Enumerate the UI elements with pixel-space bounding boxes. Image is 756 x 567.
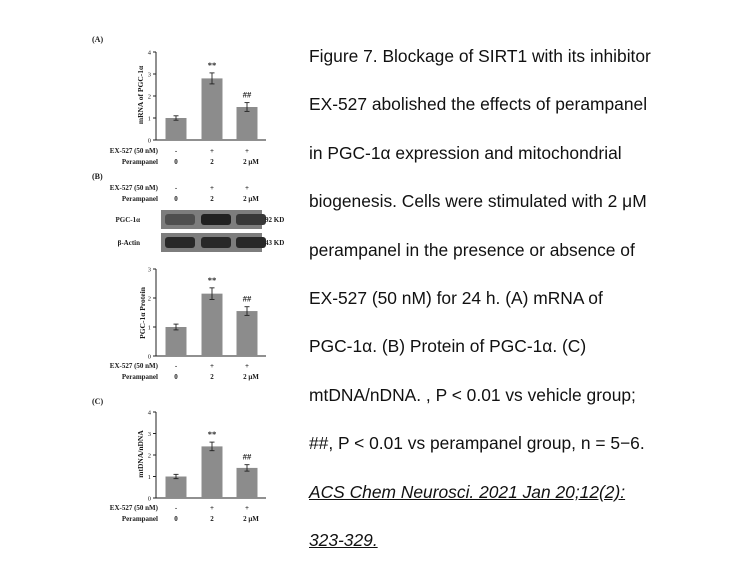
y-tick-label: 0 xyxy=(147,495,151,503)
treatment-row-value: + xyxy=(210,362,214,370)
treatment-row-value: 0 xyxy=(174,373,178,381)
treatment-row-value: 2 xyxy=(210,195,214,203)
bar xyxy=(202,78,223,140)
treatment-row-label: Perampanel xyxy=(121,195,158,203)
treatment-row-value: - xyxy=(174,184,178,192)
treatment-row-value: - xyxy=(174,362,178,370)
blot-band-label: PGC-1α xyxy=(115,216,140,224)
blot-band xyxy=(236,214,266,225)
blot-band xyxy=(165,214,195,225)
caption-line: PGC-1α. (B) Protein of PGC-1α. (C) xyxy=(309,336,587,357)
y-tick-label: 4 xyxy=(147,49,151,57)
citation-link[interactable]: 323-329. xyxy=(309,530,378,551)
treatment-row-value: + xyxy=(245,362,249,370)
blot-band xyxy=(165,237,195,248)
significance-label: ** xyxy=(207,274,217,285)
treatment-row-value: 2 xyxy=(210,158,214,166)
caption-line: mtDNA/nDNA. , P < 0.01 vs vehicle group; xyxy=(309,384,636,405)
citation-link[interactable]: ACS Chem Neurosci. 2021 Jan 20;12(2): xyxy=(309,481,626,502)
significance-label: ## xyxy=(242,293,252,304)
bar xyxy=(237,468,258,498)
significance-label: ** xyxy=(207,429,217,440)
blot-band xyxy=(236,237,266,248)
blot-band-label: β-Actin xyxy=(117,239,140,247)
caption-line: ##, P < 0.01 vs perampanel group, n = 5−6. xyxy=(309,433,645,454)
y-tick-label: 3 xyxy=(147,71,151,79)
figure-caption xyxy=(309,32,749,564)
y-tick-label: 4 xyxy=(147,409,151,417)
treatment-row-label: Perampanel xyxy=(121,373,158,381)
treatment-row-value: 2 xyxy=(210,515,214,523)
treatment-row-label: EX-527 (50 nM) xyxy=(109,147,158,155)
blot-band xyxy=(201,214,231,225)
panel-a-label: (A) xyxy=(92,35,104,44)
treatment-row-value: + xyxy=(210,184,214,192)
bar xyxy=(166,327,187,356)
significance-label: ## xyxy=(242,89,252,100)
treatment-row-value: 0 xyxy=(174,195,178,203)
bar xyxy=(202,446,223,498)
caption-line: biogenesis. Cells were stimulated with 2 μM xyxy=(309,191,647,212)
treatment-row-value: 2 μM xyxy=(243,373,259,381)
figure-panels xyxy=(0,0,300,567)
treatment-row-label: Perampanel xyxy=(121,515,158,523)
treatment-row-value: 0 xyxy=(174,515,178,523)
panel-a-ylabel: mRNA of PGC-1α xyxy=(136,65,145,125)
y-tick-label: 0 xyxy=(147,137,151,145)
y-tick-label: 3 xyxy=(147,431,151,438)
caption-line: perampanel in the presence or absence of xyxy=(309,239,635,260)
treatment-row-value: 2 xyxy=(210,373,214,381)
panel-b-blot xyxy=(92,172,284,252)
treatment-row-value: - xyxy=(174,147,178,155)
treatment-row-value: + xyxy=(210,147,214,155)
panel-c xyxy=(92,397,266,523)
y-tick-label: 2 xyxy=(147,295,151,303)
treatment-row-value: 0 xyxy=(174,158,178,166)
y-tick-label: 3 xyxy=(147,266,151,274)
bar xyxy=(237,107,258,140)
treatment-row-value: + xyxy=(245,184,249,192)
y-tick-label: 2 xyxy=(147,93,151,101)
treatment-row-value: 2 μM xyxy=(243,195,259,203)
bar xyxy=(202,294,223,356)
y-tick-label: 1 xyxy=(147,324,151,332)
treatment-row-label: Perampanel xyxy=(121,158,158,166)
blot-band xyxy=(201,237,231,248)
panel-b-ylabel: PGC-1α Protein xyxy=(138,287,147,339)
caption-line: Figure 7. Blockage of SIRT1 with its inhibitor xyxy=(309,46,651,66)
panel-c-label: (C) xyxy=(92,397,104,406)
panel-b-label: (B) xyxy=(92,172,103,181)
treatment-row-value: 2 μM xyxy=(243,158,259,166)
caption-line: EX-527 abolished the effects of perampanel xyxy=(309,94,648,115)
panel-c-ylabel: mtDNA/nDNA xyxy=(136,430,145,478)
significance-label: ## xyxy=(242,451,252,462)
bar xyxy=(166,118,187,140)
treatment-row-label: EX-527 (50 nM) xyxy=(109,362,158,370)
treatment-row-value: + xyxy=(210,504,214,512)
treatment-row-value: 2 μM xyxy=(243,515,259,523)
panel-a xyxy=(92,35,266,166)
blot-size-label: 43 KD xyxy=(265,239,285,247)
treatment-row-value: + xyxy=(245,147,249,155)
y-tick-label: 1 xyxy=(147,115,151,123)
y-tick-label: 1 xyxy=(147,474,151,481)
treatment-row-value: + xyxy=(245,504,249,512)
treatment-row-value: - xyxy=(174,504,178,512)
caption-line: in PGC-1α expression and mitochondrial xyxy=(309,142,622,163)
treatment-row-label: EX-527 (50 nM) xyxy=(109,504,158,512)
panel-b-chart xyxy=(110,267,266,382)
caption-line: EX-527 (50 nM) for 24 h. (A) mRNA of xyxy=(309,288,603,309)
blot-size-label: 92 KD xyxy=(265,216,285,224)
bar xyxy=(237,311,258,356)
bar xyxy=(166,477,187,499)
significance-label: ** xyxy=(207,59,217,70)
y-tick-label: 0 xyxy=(147,353,151,361)
treatment-row-label: EX-527 (50 nM) xyxy=(109,184,158,192)
y-tick-label: 2 xyxy=(147,452,151,460)
